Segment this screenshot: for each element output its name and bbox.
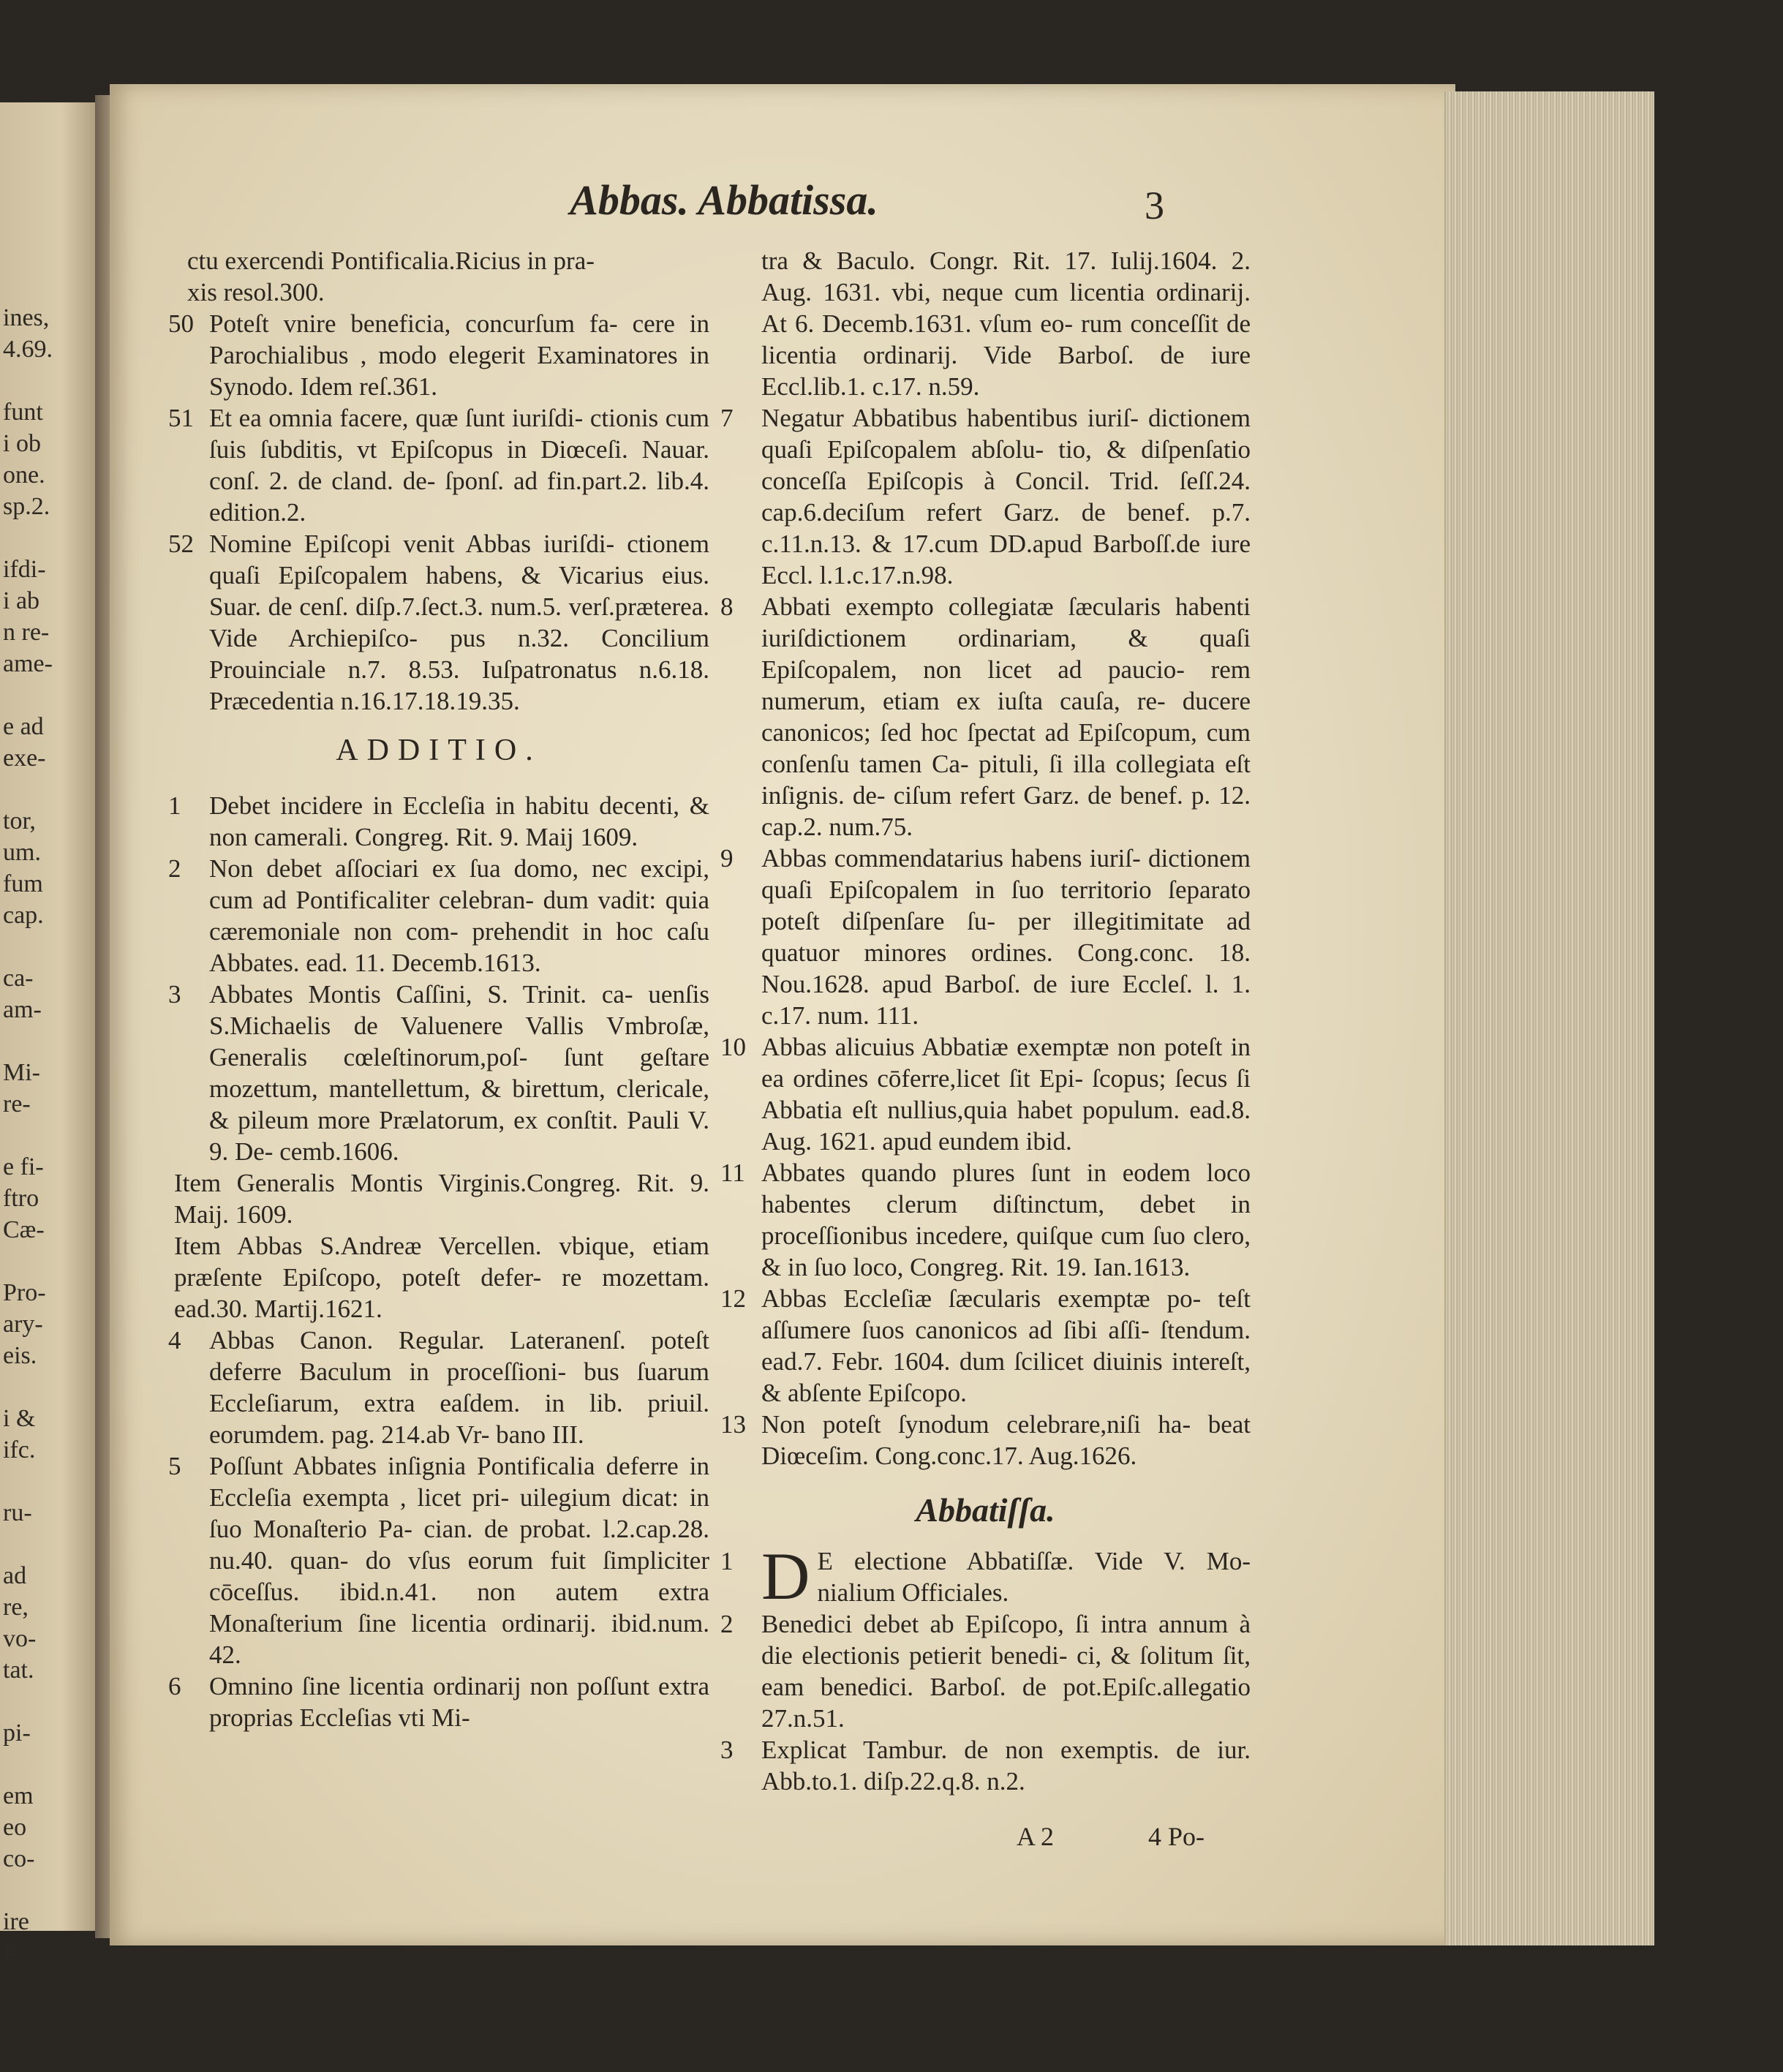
opening-paragraph: tra & Baculo. Congr. Rit. 17. Iulij.1604. 2. Aug. 1631. vbi, neque cum licentia ordinarij. At 6. Decemb.1631. vſum eo- rum conceſſit de licentia ordinarij. Vide Barboſ. de iure Eccl.lib.1. c.17. n.59. [761,246,1251,401]
catchword: 4 Po- [1148,1822,1205,1851]
entry [168,979,709,1167]
margin-fragment: ame- [3,650,53,677]
margin-fragment: i & [3,1405,36,1432]
entry [168,1325,709,1450]
margin-fragment: ad [3,1562,27,1589]
entry-number: 9 [720,844,734,873]
margin-fragment: i ab [3,587,40,614]
entry-number: 1 [720,1547,734,1575]
page-edges [1444,91,1654,1945]
entry [720,1031,1251,1157]
entry-text: Debet incidere in Eccleſia in habitu decenti, & non camerali. Congreg. Rit. 9. Maij 1609. [209,791,709,851]
margin-fragment: n re- [3,619,50,646]
margin-fragment: co- [3,1845,35,1872]
opening-line: xis resol.300. [187,278,325,306]
margin-fragment: ifc. [3,1436,36,1463]
margin-fragment: exe- [3,745,46,772]
entry-number: 11 [720,1159,745,1187]
margin-fragment: tat. [3,1657,34,1684]
entry [168,308,709,402]
margin-fragment: fum [3,870,43,897]
entry-text: Abbas commendatarius habens iuriſ- dictionem quaſi Epiſcopalem in ſuo territorio ſeparato poteſt diſpenſare ſu- per illegitimitate ad quatuor minores ordines. Cong.conc. 18. Nou.1628. apud Barboſ. de iure Eccleſ. l. 1. c.17. num. 111. [761,844,1251,1030]
entry [168,1670,709,1733]
drop-capital: D [761,1539,810,1613]
margin-fragment: re, [3,1594,29,1621]
margin-fragment: 4.69. [3,336,53,363]
entry [168,1230,709,1325]
margin-fragment: pi- [3,1719,31,1747]
entry-number: 1 [168,791,181,820]
entry-number: 3 [168,980,181,1009]
entry-text: Item Abbas S.Andreæ Vercellen. vbique, etiam præſente Epiſcopo, poteſt defer- re mozettam. ead.30. Martij.1621. [174,1232,709,1323]
entry-text: Abbates quando plures ſunt in eodem loco habentes clerum diſtinctum, debet in proceſſionibus incedere, quiſque cum ſuo clero, & in ſuo loco, Congreg. Rit. 19. Ian.1613. [761,1159,1251,1281]
abbatissa-entries [720,1539,1251,1797]
entry [720,1539,1251,1613]
entry-number: 52 [168,530,194,558]
entry-text: Benedici debet ab Epiſcopo, ſi intra annum à die electionis petierit benedi- ci, & ſolitum ſit, eam benedici. Barboſ. de pot.Epiſc.allegatio 27.n.51. [761,1610,1251,1733]
entry [720,402,1251,591]
entry-text: Poſſunt Abbates inſignia Pontificalia deferre in Eccleſia exempta , licet pri- uilegium dicat: in ſuo Monaſterio Pa- cian. de probat. l.2.cap.28. nu.40. quan- do vſus eorum fuit ſimpliciter cōceſſus. ibid.n.41. non autem extra Monaſterium ſine licentia ordinarij. ibid.num. 42. [209,1452,709,1669]
entry-text: Nomine Epiſcopi venit Abbas iuriſdi- ctionem quaſi Epiſcopalem habens, & Vicarius eius. Suar. de cenſ. diſp.7.ſect.3. num.5. verſ.præterea. Vide Archiepiſco- pus n.32. Concilium Prouinciale n.7. 8.53. Iuſpatronatus n.6.18. Præcedentia n.16.17.18.19.35. [209,530,709,715]
entry-number: 2 [168,854,181,883]
margin-fragment: e ad [3,713,44,740]
margin-fragment: cap. [3,902,44,929]
section-heading-abbatissa: Abbatiſſa. [916,1491,1055,1529]
section-heading-additio: ADDITIO. [336,734,542,767]
margin-fragment: um. [3,839,41,866]
margin-fragment: ru- [3,1499,32,1526]
numbered-entries [720,402,1251,1472]
entry-number: 2 [720,1610,734,1638]
entry-text: Abbati exempto collegiatæ ſæcularis habenti iuriſdictionem ordinariam, & quaſi Epiſcopalem, non licet ad paucio- rem numerum, etiam ex iuſta cauſa, re- ducere canonicos; ſed hoc ſpectat ad Epiſcopum, cum conſenſu tamen Ca- pituli, ſi illa collegiata eſt inſignis. de- ciſum refert Garz. de benef. p. 12. cap.2. num.75. [761,592,1251,841]
margin-fragment: vo- [3,1625,37,1652]
margin-fragment: i- [3,1940,18,1967]
entry-number: 3 [720,1736,734,1764]
entry-number: 7 [720,404,734,432]
margin-fragment: ifdi- [3,556,46,583]
margin-fragment: Cæ- [3,1216,45,1243]
margin-fragment: one. [3,462,45,489]
entry-text: Item Generalis Montis Virginis.Congreg. Rit. 9. Maij. 1609. [174,1169,709,1229]
margin-fragment: i ob [3,430,41,457]
entry-text: Abbas Eccleſiæ ſæcularis exemptæ po- teſt aſſumere ſuos canonicos ad ſibi aſſi- ſtendum. ead.7. Febr. 1604. dum ſcilicet diuinis intereſt, & abſente Epiſcopo. [761,1284,1251,1407]
entry-text: Negatur Abbatibus habentibus iuriſ- dictionem quaſi Epiſcopalem abſolu- tio, & diſpenſatio conceſſa Epiſcopis à Concil. Trid. ſeſſ.24. cap.6.deciſum refert Garz. de benef. p.7. c.11.n.13. & 17.cum DD.apud Barboſſ.de iure Eccl. l.1.c.17.n.98. [761,404,1251,589]
margin-fragment: ca- [3,965,34,992]
entry [168,790,709,853]
entry [168,853,709,979]
margin-fragment: ary- [3,1311,43,1338]
entry [168,1167,709,1230]
entry [168,402,709,528]
entry-number: 8 [720,592,734,621]
margin-fragment: funt [3,399,43,426]
entry-number: 13 [720,1410,746,1439]
entry [168,528,709,717]
additio-entries [168,790,709,1733]
entry [720,1157,1251,1283]
entry-number: 10 [720,1033,746,1061]
running-title: Abbas. Abbatissa. [570,176,878,224]
entry-text: Abbates Montis Caſſini, S. Trinit. ca- uenſis S.Michaelis de Valuenere Vallis Vmbroſæ, Generalis cœleſtinorum,poſ- ſunt geſtare mozettum, mantellettum, & birettum, clericale, & pileum more Prælatorum, ex conſtit. Pauli V. 9. De- cemb.1606. [209,980,709,1166]
left-column [168,245,709,1733]
entry-text: Non debet aſſociari ex ſua domo, nec excipi, cum ad Pontificaliter celebran- dum vadit: quia cæremoniale non com- prehendit in hoc caſu Abbates. ead. 11. Decemb.1613. [209,854,709,977]
opening-line: ctu exercendi Pontificalia.Ricius in pra- [187,246,595,275]
margin-fragment: eo [3,1814,27,1841]
entry-text: Abbas alicuius Abbatiæ exemptæ non poteſt in ea ordines cōferre,licet ſit Epi- ſcopus; ſecus ſi Abbatia eſt nullius,quia habet populum. ead.8. Aug. 1621. apud eundem ibid. [761,1033,1251,1156]
entry [720,1734,1251,1797]
numbered-entries [168,308,709,717]
entry-text: Abbas Canon. Regular. Lateranenſ. poteſt deferre Baculum in proceſſioni- bus ſuarum Eccleſiarum, extra eaſdem. in lib. priuil. eorumdem. pag. 214.ab Vr- bano III. [209,1326,709,1449]
margin-fragment: am- [3,996,42,1023]
margin-fragment: ftro [3,1185,39,1212]
entry-text: Poteſt vnire beneficia, concurſum fa- cere in Parochialibus , modo elegerit Examinatores in Synodo. Idem reſ.361. [209,309,709,401]
page-number: 3 [1145,184,1164,227]
entry [720,1409,1251,1472]
margin-fragment: eis. [3,1342,37,1369]
entry-text: Omnino ſine licentia ordinarij non poſſunt extra proprias Eccleſias vti Mi- [209,1672,709,1732]
entry [720,843,1251,1031]
margin-fragment: sp.2. [3,493,50,520]
entry-number: 4 [168,1326,181,1355]
margin-fragment: ines, [3,304,50,331]
margin-fragment: em [3,1782,34,1809]
margin-fragment: e fi- [3,1153,44,1180]
margin-fragment: re- [3,1090,31,1118]
entry-number: 51 [168,404,194,432]
entry-text: Explicat Tambur. de non exemptis. de iur. Abb.to.1. diſp.22.q.8. n.2. [761,1736,1251,1796]
margin-fragment: Pro- [3,1279,46,1306]
margin-fragment: tor, [3,807,36,835]
entry-number: 6 [168,1672,181,1700]
right-column [720,245,1251,1797]
margin-fragment: ire [3,1908,29,1935]
entry-number: 50 [168,309,194,338]
entry [720,1608,1251,1734]
entry-text: Non poteſt ſynodum celebrare,niſi ha- beat Diœceſim. Cong.conc.17. Aug.1626. [761,1410,1251,1470]
entry-number: 12 [720,1284,746,1313]
entry [168,1450,709,1670]
entry-text: Et ea omnia facere, quæ ſunt iuriſdi- ctionis cum ſuis ſubditis, vt Epiſcopus in Diœceſi. Nauar. conſ. 2. de cland. de- ſponſ. ad fin.part.2. lib.4. edition.2. [209,404,709,527]
entry [720,591,1251,843]
entry [720,1283,1251,1409]
margin-fragment: Mi- [3,1059,40,1086]
signature-mark: A 2 [1017,1822,1055,1851]
entry-number: 5 [168,1452,181,1480]
entry-text: E electione Abbatiſſæ. Vide V. Mo- nialium Officiales. [817,1547,1251,1607]
